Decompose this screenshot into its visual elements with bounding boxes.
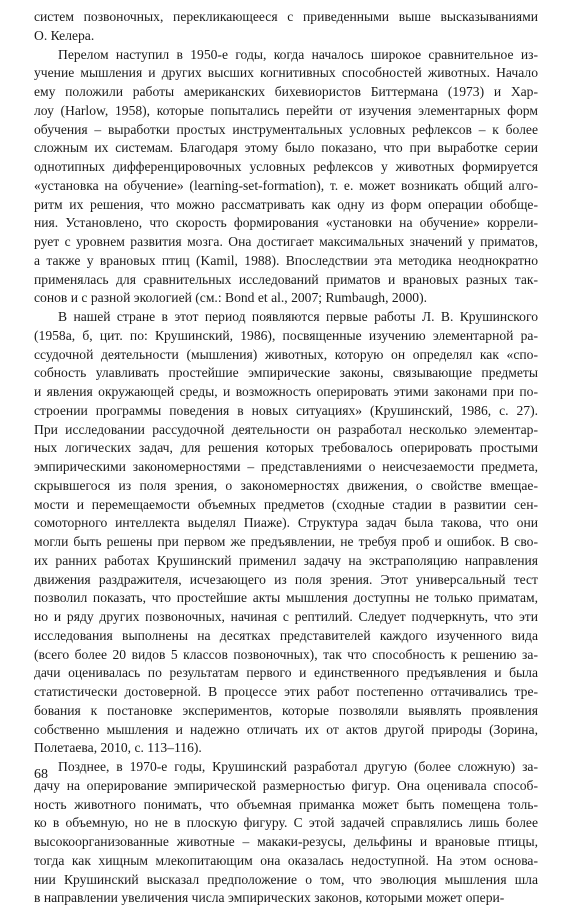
text-line: позволил показать, что простейшие акты мышления доступны не только приматам, [34,590,538,606]
text-line: дачу на оперирование эмпирической размерностью фигур. Она оценивала способ- [34,777,538,793]
text-line: (всего более 20 видов 5 классов позвоночных), так что способность к решению за- [34,646,538,662]
text-line: мости и перемещаемости объемных предметов (сходные стадии в развитии сен- [34,496,538,512]
text-line: собность улавливать простейшие эмпирические законы, связывающие предметы [34,365,538,381]
text-line: бования к постановке экспериментов, которые позволяли выявлять проявления [34,702,538,718]
text-line: но и ряду других позвоночных, начиная с рептилий. Следует подчеркнуть, что эти [34,609,538,624]
text-column [34,8,538,908]
text-line: и явления окружающей среды, и возможность оперировать этими законами при по- [34,384,538,399]
text-line: рует с уровнем развития мозга. Она достигает максимальных значений у приматов, [34,234,538,249]
text-line: учение мышления и других высших когнитивных способностей животных. Начало [34,65,538,81]
text-line: ко в объемную, но не в плоскую фигуру. С этой задачей справлялись лишь более [34,815,538,831]
text-line: могли быть решены при первом же предъявлении, не требуя проб и ошибок. В сво- [34,534,538,549]
text-line: ных логических задач, для решения которых требовалось оперировать простыми [34,440,538,456]
text-line: При исследовании рассудочной деятельности он разработал несколько элементар- [34,421,538,437]
text-line: ссудочной деятельности (мышления) животных, которую он определял как «спо- [34,346,538,362]
paragraph [34,308,538,758]
text-line: В нашей стране в этот период появляются первые работы Л. В. Крушинского [58,309,538,324]
text-line: дачи оценивалась по результатам первого и единственного предъявления и была [34,665,538,681]
text-line: скрывшегося из поля зрения, о закономерностях движения, о свойстве вмещае- [34,477,538,493]
text-line: высокоорганизованные животные – макаки-резусы, дельфины и врановые птицы, [34,834,538,849]
text-line: в направлении увеличения числа эмпирических законов, которыми может опери- [34,890,505,906]
text-line: Позднее, в 1970-е годы, Крушинский разработал другую (более сложную) за- [58,759,538,774]
text-line: их ранних работах Крушинский применил задачу на экстраполяцию направления [34,552,538,568]
text-line: однотипных дифференцировочных условных рефлексов у животных формируется [34,159,538,174]
text-line: движения раздражителя, исчезающего из поля зрения. Этот универсальный тест [34,571,538,587]
text-line: ность животного понимать, что объемная приманка может быть помещена толь- [34,796,538,812]
text-line: Полетаева, 2010, с. 113–116). [34,740,202,756]
text-line: «установка на обучение» (learning-set-formation), т. е. может возникать общий алго- [34,177,538,193]
text-line: Перелом наступил в 1950-е годы, когда началось широкое сравнительное из- [58,46,538,62]
text-line: статистически достоверной. В процессе этих работ постепенно оттачивались тре- [34,684,538,699]
text-line: собственно мышления и надежно отличать их от актов другой природы (Зорина, [34,721,538,737]
text-line: ния. Установлено, что скорость формирования «установки на обучение» коррели- [34,215,538,231]
text-line: исследования выполнены на десятках представителей каждого изученного вида [34,627,538,643]
text-line: сомоторного интеллекта выделял Пиаже). Структура задач была такова, что они [34,515,538,531]
text-line: ему положили работы американских бихевиористов Биттермана (1973) и Хар- [34,84,538,99]
text-line: эмпирическими закономерностями – представлениями о неисчезаемости предмета, [34,459,538,474]
text-line: ритм их решения, что можно рассматривать как одну из форм операции обобще- [34,196,538,212]
paragraph [34,8,538,46]
page-number: 68 [34,767,48,782]
text-line: сонов и с разной экологией (см.: Bond et al., 2007; Rumbaugh, 2000). [34,290,428,306]
text-line: обучения – выработки простых инструментальных условных рефлексов – к более [34,121,538,137]
text-line: тогда как хищным млекопитающим она оказалась недоступной. На этом основа- [34,852,538,868]
paragraph [34,758,538,908]
paragraph [34,46,538,309]
text-line: систем позвоночных, перекликающееся с приведенными выше высказываниями [34,9,538,24]
text-line: а также у врановых птиц (Kamil, 1988). Впоследствии эта методика неоднократно [34,252,538,268]
text-line: применялась для сравнительных исследований приматов и врановых разных так- [34,271,538,287]
page-body [34,8,538,908]
text-line: сложным их системам. Благодаря этому было показано, что при выработке серии [34,140,538,156]
text-line: нии Крушинский высказал предположение о том, что эволюция мышления шла [34,871,538,887]
text-line: (1958а, б, цит. по: Крушинский, 1986), посвященные изучению элементарной ра- [34,327,538,343]
text-line: О. Келера. [34,27,95,43]
text-line: строении программы поведения в новых ситуациях» (Крушинский, 1986, с. 27). [34,402,538,418]
text-line: лоу (Harlow, 1958), которые попытались перейти от изучения элементарных форм [34,102,538,118]
